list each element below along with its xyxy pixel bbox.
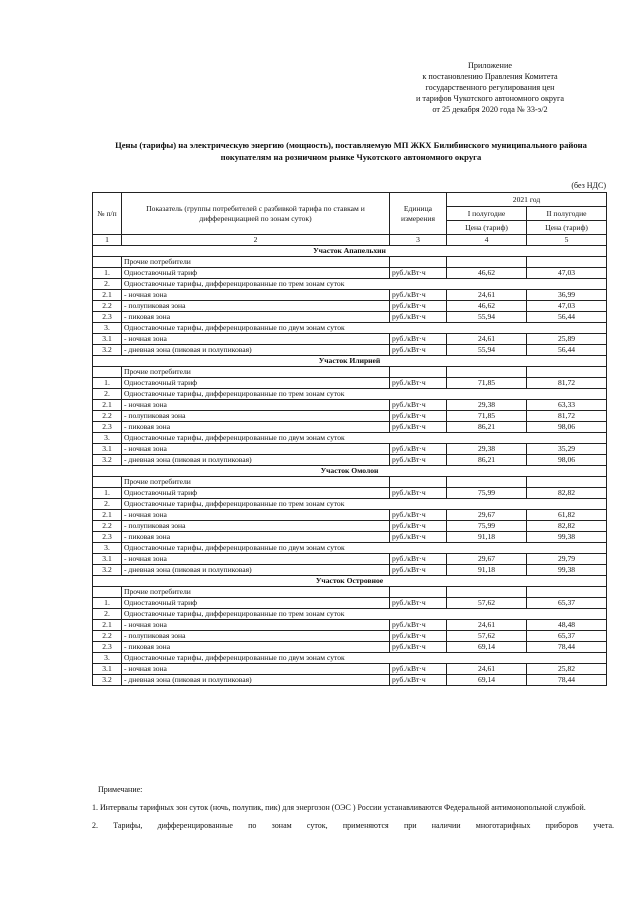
unit-cell: руб./кВт·ч (390, 510, 447, 521)
consumer-group-label: Прочие потребители (122, 257, 390, 268)
price-half1: 69,14 (447, 642, 527, 653)
unit-cell (390, 257, 447, 268)
row-label: Одноставочные тарифы, дифференцированные по трем зонам суток (122, 499, 607, 510)
unit-cell (390, 367, 447, 378)
header-year: 2021 год (447, 193, 607, 207)
price-cell (447, 477, 527, 488)
price-cell (447, 367, 527, 378)
price-half1: 91,18 (447, 532, 527, 543)
column-number: 4 (447, 235, 527, 246)
consumer-group-row (93, 257, 607, 268)
group-row (93, 323, 607, 334)
price-half2: 78,44 (527, 675, 607, 686)
price-half2: 47,03 (527, 301, 607, 312)
row-number: 3.2 (93, 345, 122, 356)
table-row (93, 642, 607, 653)
price-half2: 82,82 (527, 488, 607, 499)
row-label: - полупиковая зона (122, 631, 390, 642)
table-row (93, 620, 607, 631)
header-unit: Единица измерения (390, 193, 447, 235)
row-number: 3. (93, 323, 122, 334)
row-label: - полупиковая зона (122, 411, 390, 422)
column-number-row (93, 235, 607, 246)
row-number: 3.2 (93, 455, 122, 466)
section-title-row (93, 576, 607, 587)
row-label: - ночная зона (122, 664, 390, 675)
row-number: 3.1 (93, 334, 122, 345)
row-number: 2.3 (93, 532, 122, 543)
row-number: 2.2 (93, 301, 122, 312)
unit-cell: руб./кВт·ч (390, 422, 447, 433)
price-half1: 29,38 (447, 444, 527, 455)
column-number: 5 (527, 235, 607, 246)
price-cell (527, 257, 607, 268)
row-label: - ночная зона (122, 510, 390, 521)
price-half1: 57,62 (447, 598, 527, 609)
price-cell (527, 367, 607, 378)
table-row (93, 334, 607, 345)
consumer-group-row (93, 477, 607, 488)
consumer-group-label: Прочие потребители (122, 587, 390, 598)
price-half1: 57,62 (447, 631, 527, 642)
group-row (93, 433, 607, 444)
group-row (93, 609, 607, 620)
note-item: 1. Интервалы тарифных зон суток (ночь, полупик, пик) для энергозон (ОЭС ) России устанавливаются Федеральной антимонопольной службой. (92, 803, 586, 812)
price-half2: 82,82 (527, 521, 607, 532)
row-number (93, 587, 122, 598)
table-row (93, 675, 607, 686)
appendix-line: государственного регулирования цен (425, 83, 555, 92)
unit-cell (390, 477, 447, 488)
section-title: Участок Илирней (93, 356, 607, 367)
table-row (93, 565, 607, 576)
unit-cell: руб./кВт·ч (390, 400, 447, 411)
row-label: Одноставочный тариф (122, 488, 390, 499)
unit-cell: руб./кВт·ч (390, 598, 447, 609)
section-title-row (93, 356, 607, 367)
row-number: 1. (93, 378, 122, 389)
unit-cell: руб./кВт·ч (390, 444, 447, 455)
table-row (93, 521, 607, 532)
row-number: 2.1 (93, 510, 122, 521)
price-half1: 29,67 (447, 554, 527, 565)
row-number: 3.2 (93, 565, 122, 576)
price-half1: 75,99 (447, 488, 527, 499)
price-half1: 71,85 (447, 378, 527, 389)
price-half2: 29,79 (527, 554, 607, 565)
unit-cell: руб./кВт·ч (390, 532, 447, 543)
price-half2: 65,37 (527, 598, 607, 609)
table-row (93, 345, 607, 356)
row-label: Одноставочный тариф (122, 268, 390, 279)
price-half2: 56,44 (527, 345, 607, 356)
row-number: 1. (93, 598, 122, 609)
row-number: 3.1 (93, 554, 122, 565)
column-number: 3 (390, 235, 447, 246)
row-number: 2. (93, 499, 122, 510)
consumer-group-label: Прочие потребители (122, 477, 390, 488)
row-label: Одноставочные тарифы, дифференцированные по трем зонам суток (122, 389, 607, 400)
unit-cell: руб./кВт·ч (390, 345, 447, 356)
row-number (93, 367, 122, 378)
price-half2: 61,82 (527, 510, 607, 521)
section-title-row (93, 466, 607, 477)
row-label: - полупиковая зона (122, 521, 390, 532)
notes-heading: Примечание: (98, 785, 143, 794)
row-label: - пиковая зона (122, 642, 390, 653)
group-row (93, 279, 607, 290)
unit-cell: руб./кВт·ч (390, 554, 447, 565)
row-number: 3.1 (93, 444, 122, 455)
price-half2: 63,33 (527, 400, 607, 411)
price-half2: 99,38 (527, 532, 607, 543)
row-label: - полупиковая зона (122, 301, 390, 312)
section-title: Участок Апапельхин (93, 246, 607, 257)
row-number: 1. (93, 268, 122, 279)
unit-cell: руб./кВт·ч (390, 378, 447, 389)
row-number: 2. (93, 389, 122, 400)
price-half1: 29,38 (447, 400, 527, 411)
tariff-table (92, 192, 607, 686)
price-half2: 36,99 (527, 290, 607, 301)
appendix-line: и тарифов Чукотского автономного округа (415, 94, 565, 103)
row-number: 2.2 (93, 631, 122, 642)
row-label: Одноставочные тарифы, дифференцированные по двум зонам суток (122, 323, 607, 334)
row-label: Одноставочные тарифы, дифференцированные по двум зонам суток (122, 543, 607, 554)
unit-cell: руб./кВт·ч (390, 664, 447, 675)
row-number: 2.3 (93, 642, 122, 653)
row-label: - дневная зона (пиковая и полупиковая) (122, 565, 390, 576)
group-row (93, 653, 607, 664)
unit-cell: руб./кВт·ч (390, 631, 447, 642)
price-half1: 91,18 (447, 565, 527, 576)
appendix-line: Приложение (468, 61, 512, 70)
row-number: 2.1 (93, 620, 122, 631)
unit-cell: руб./кВт·ч (390, 301, 447, 312)
note-item: 2. Тарифы, дифференцированные по зонам суток, применяются при наличии многотарифных приборов учета. (92, 821, 614, 830)
row-number: 3.1 (93, 664, 122, 675)
price-half2: 25,89 (527, 334, 607, 345)
table-row (93, 510, 607, 521)
unit-cell: руб./кВт·ч (390, 488, 447, 499)
table-row (93, 268, 607, 279)
header-half1: I полугодие (447, 207, 527, 221)
table-row (93, 400, 607, 411)
row-number: 2.3 (93, 312, 122, 323)
table-row (93, 488, 607, 499)
row-number: 3. (93, 433, 122, 444)
price-half1: 69,14 (447, 675, 527, 686)
price-half2: 99,38 (527, 565, 607, 576)
price-half2: 98,06 (527, 455, 607, 466)
price-half1: 86,21 (447, 422, 527, 433)
consumer-group-row (93, 367, 607, 378)
header-num: № п/п (93, 193, 122, 235)
row-number: 2. (93, 279, 122, 290)
tariff-table-body (93, 235, 607, 686)
price-half1: 24,61 (447, 664, 527, 675)
price-half1: 55,94 (447, 345, 527, 356)
price-half2: 25,82 (527, 664, 607, 675)
row-number (93, 257, 122, 268)
price-cell (527, 477, 607, 488)
row-label: - пиковая зона (122, 422, 390, 433)
table-row (93, 554, 607, 565)
price-half1: 24,61 (447, 290, 527, 301)
price-half1: 46,62 (447, 268, 527, 279)
price-half1: 46,62 (447, 301, 527, 312)
price-half2: 81,72 (527, 411, 607, 422)
row-label: - ночная зона (122, 444, 390, 455)
unit-cell: руб./кВт·ч (390, 334, 447, 345)
row-number: 2.1 (93, 290, 122, 301)
unit-cell: руб./кВт·ч (390, 268, 447, 279)
table-row (93, 664, 607, 675)
row-label: Одноставочные тарифы, дифференцированные по трем зонам суток (122, 609, 607, 620)
row-number: 1. (93, 488, 122, 499)
row-label: - дневная зона (пиковая и полупиковая) (122, 675, 390, 686)
section-title: Участок Омолон (93, 466, 607, 477)
table-row (93, 455, 607, 466)
unit-cell: руб./кВт·ч (390, 675, 447, 686)
price-half2: 47,03 (527, 268, 607, 279)
consumer-group-row (93, 587, 607, 598)
unit-cell: руб./кВт·ч (390, 565, 447, 576)
row-number (93, 477, 122, 488)
price-half1: 24,61 (447, 334, 527, 345)
row-label: - ночная зона (122, 290, 390, 301)
row-number: 2.2 (93, 521, 122, 532)
unit-cell: руб./кВт·ч (390, 620, 447, 631)
table-row (93, 598, 607, 609)
vat-note: (без НДС) (571, 181, 606, 190)
table-row (93, 378, 607, 389)
price-half2: 78,44 (527, 642, 607, 653)
group-row (93, 543, 607, 554)
row-label: Одноставочные тарифы, дифференцированные по двум зонам суток (122, 433, 607, 444)
table-row (93, 631, 607, 642)
unit-cell: руб./кВт·ч (390, 642, 447, 653)
price-half2: 81,72 (527, 378, 607, 389)
table-row (93, 422, 607, 433)
row-label: - дневная зона (пиковая и полупиковая) (122, 345, 390, 356)
appendix-line: к постановлению Правления Комитета (422, 72, 558, 81)
row-label: - ночная зона (122, 620, 390, 631)
row-number: 2.1 (93, 400, 122, 411)
unit-cell: руб./кВт·ч (390, 521, 447, 532)
price-half2: 98,06 (527, 422, 607, 433)
price-cell (527, 587, 607, 598)
row-label: Одноставочный тариф (122, 378, 390, 389)
unit-cell: руб./кВт·ч (390, 312, 447, 323)
group-row (93, 389, 607, 400)
row-label: - дневная зона (пиковая и полупиковая) (122, 455, 390, 466)
price-half2: 56,44 (527, 312, 607, 323)
table-row (93, 444, 607, 455)
group-row (93, 499, 607, 510)
table-row (93, 312, 607, 323)
price-half2: 48,48 (527, 620, 607, 631)
row-label: - ночная зона (122, 554, 390, 565)
appendix-line: от 25 декабря 2020 года № 33-э/2 (432, 105, 548, 114)
row-number: 3.2 (93, 675, 122, 686)
header-price2: Цена (тариф) (527, 221, 607, 235)
price-half2: 65,37 (527, 631, 607, 642)
row-label: Одноставочный тариф (122, 598, 390, 609)
row-number: 3. (93, 543, 122, 554)
row-label: - ночная зона (122, 400, 390, 411)
section-title-row (93, 246, 607, 257)
notes-block (92, 784, 614, 838)
consumer-group-label: Прочие потребители (122, 367, 390, 378)
price-half2: 35,29 (527, 444, 607, 455)
header-row (93, 193, 607, 207)
row-label: - ночная зона (122, 334, 390, 345)
column-number: 1 (93, 235, 122, 246)
header-price1: Цена (тариф) (447, 221, 527, 235)
header-indicator: Показатель (группы потребителей с разбивкой тарифа по ставкам и дифференциацией по зонам суток) (122, 193, 390, 235)
table-row (93, 532, 607, 543)
row-label: Одноставочные тарифы, дифференцированные по двум зонам суток (122, 653, 607, 664)
unit-cell: руб./кВт·ч (390, 290, 447, 301)
price-half1: 55,94 (447, 312, 527, 323)
document-title: Цены (тарифы) на электрическую энергию (мощность), поставляемую МП ЖКХ Билибинского муниципального района покупателям на розничном рынке Чукотского автономного округа (115, 140, 587, 162)
unit-cell: руб./кВт·ч (390, 411, 447, 422)
table-row (93, 290, 607, 301)
column-number: 2 (122, 235, 390, 246)
table-row (93, 411, 607, 422)
row-label: Одноставочные тарифы, дифференцированные по трем зонам суток (122, 279, 607, 290)
row-number: 2.2 (93, 411, 122, 422)
price-cell (447, 587, 527, 598)
row-number: 3. (93, 653, 122, 664)
price-half1: 29,67 (447, 510, 527, 521)
unit-cell: руб./кВт·ч (390, 455, 447, 466)
price-half1: 71,85 (447, 411, 527, 422)
section-title: Участок Островное (93, 576, 607, 587)
price-cell (447, 257, 527, 268)
table-row (93, 301, 607, 312)
row-number: 2. (93, 609, 122, 620)
header-half2: II полугодие (527, 207, 607, 221)
price-half1: 86,21 (447, 455, 527, 466)
appendix-block (370, 60, 610, 115)
unit-cell (390, 587, 447, 598)
price-half1: 24,61 (447, 620, 527, 631)
row-label: - пиковая зона (122, 312, 390, 323)
price-half1: 75,99 (447, 521, 527, 532)
row-label: - пиковая зона (122, 532, 390, 543)
row-number: 2.3 (93, 422, 122, 433)
